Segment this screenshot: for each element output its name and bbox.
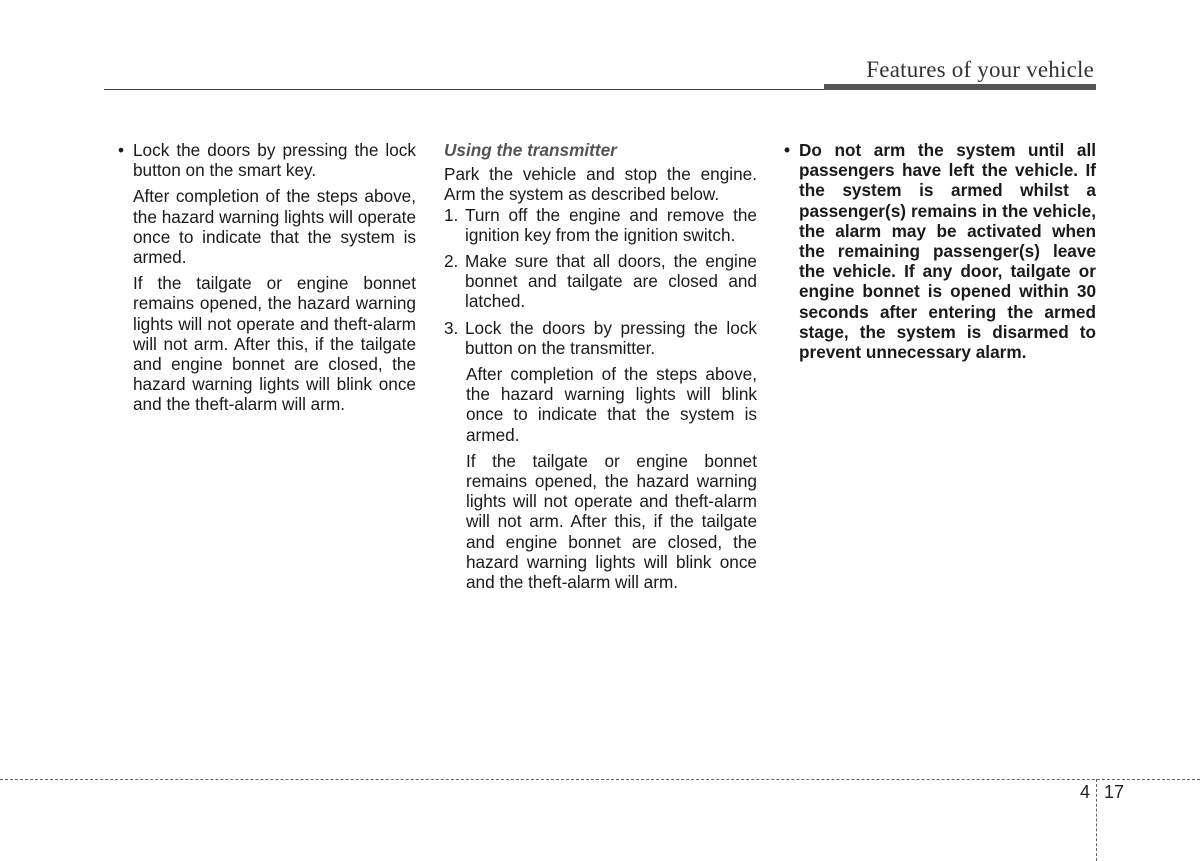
bullet-mark: • bbox=[784, 140, 791, 160]
step-text: Turn off the engine and remove the ignition key from the ignition switch. bbox=[465, 204, 757, 245]
page-header-title: Features of your vehicle bbox=[866, 57, 1094, 82]
footer-rule bbox=[0, 779, 1200, 780]
warning-bullet bbox=[784, 140, 1096, 362]
chapter-number: 4 bbox=[1080, 782, 1091, 802]
bullet-item bbox=[118, 140, 416, 180]
step-text: Make sure that all doors, the engine bonnet and tailgate are closed and latched. bbox=[465, 251, 757, 312]
numbered-step bbox=[444, 318, 757, 358]
numbered-step bbox=[444, 251, 757, 312]
paragraph: After completion of the steps above, the hazard warning lights will blink once to indicate that the system is armed. bbox=[466, 364, 757, 445]
step-number: 2. bbox=[444, 251, 459, 272]
page-number: 17 bbox=[1104, 782, 1125, 802]
column-left bbox=[118, 140, 416, 415]
bullet-text: Lock the doors by pressing the lock button on the smart key. bbox=[133, 140, 416, 181]
step-number: 1. bbox=[444, 204, 459, 225]
header-rule-accent bbox=[824, 84, 1096, 90]
warning-text: Do not arm the system until all passengers have left the vehicle. If the system is armed whilst a passenger(s) remains in the vehicle, the alarm may be activated when the remaining passenger(s) leave the vehicle. If any door, tailgate or engine bonnet is opened within 30 seconds after entering the armed stage, the system is disarmed to prevent unnecessary alarm. bbox=[799, 140, 1096, 363]
step-number: 3. bbox=[444, 317, 459, 338]
column-middle bbox=[444, 140, 757, 592]
footer-divider bbox=[1096, 779, 1097, 861]
bullet-mark: • bbox=[118, 140, 125, 160]
section-subheading: Using the transmitter bbox=[444, 140, 617, 160]
numbered-step bbox=[444, 205, 757, 245]
column-right bbox=[784, 140, 1096, 362]
step-text: Lock the doors by pressing the lock button on the transmitter. bbox=[465, 317, 757, 358]
paragraph: After completion of the steps above, the hazard warning lights will operate once to indicate that the system is armed. bbox=[133, 186, 416, 268]
paragraph: If the tailgate or engine bonnet remains opened, the hazard warning lights will not operate and theft-alarm will not arm. After this, if the tailgate and engine bonnet are closed, the hazard warning lights will blink once and the theft-alarm will arm. bbox=[466, 450, 757, 593]
intro-paragraph: Park the vehicle and stop the engine. Arm the system as described below. bbox=[444, 164, 757, 205]
paragraph: If the tailgate or engine bonnet remains opened, the hazard warning lights will not operate and theft-alarm will not arm. After this, if the tailgate and engine bonnet are closed, the hazard warning lights will blink once and the theft-alarm will arm. bbox=[133, 273, 416, 415]
